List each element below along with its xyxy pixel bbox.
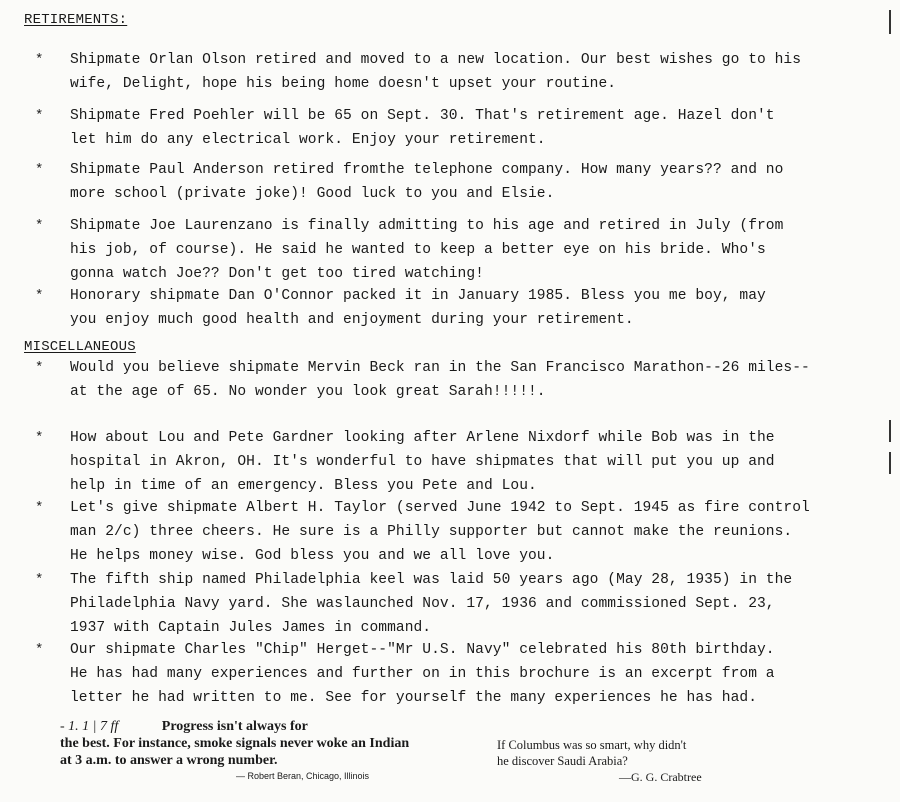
quote-credit: —G. G. Crabtree	[619, 770, 702, 784]
item-text: Shipmate Fred Poehler will be 65 on Sept. 30. That's retirement age. Hazel don't let him do any electrical work. Enjoy your retirement.	[70, 108, 775, 148]
columbus-quote	[497, 737, 817, 785]
item-text: Would you believe shipmate Mervin Beck ran in the San Francisco Marathon--26 miles-- at the age of 65. No wonder you look great Sarah!!!!!.	[70, 360, 810, 400]
bullet-icon: *	[35, 52, 44, 68]
retirements-heading: RETIREMENTS:	[24, 12, 128, 28]
quote-body: the best. For instance, smoke signals never woke an Indian at 3 a.m. to answer a wrong number.	[60, 736, 410, 768]
margin-mark	[889, 420, 891, 442]
margin-mark	[889, 452, 891, 474]
item-text: Honorary shipmate Dan O'Connor packed it in January 1985. Bless you me boy, may you enjoy much good health and enjoyment during your retirement.	[70, 288, 766, 328]
bullet-icon: *	[35, 572, 44, 588]
item-text: Shipmate Joe Laurenzano is finally admitting to his age and retired in July (from his job, of course). He said he wanted to keep a better eye on his bride. Who's gonna watch Joe?? Don't get too tired watching!	[70, 218, 784, 282]
margin-mark	[889, 10, 891, 34]
bullet-icon: *	[35, 108, 44, 124]
item-text: Shipmate Orlan Olson retired and moved to a new location. Our best wishes go to his wife, Delight, hope his being home doesn't upset your routine.	[70, 52, 802, 92]
bullet-icon: *	[35, 430, 44, 446]
bullet-icon: *	[35, 360, 44, 376]
quote-credit: — Robert Beran, Chicago, Illinois	[236, 771, 370, 781]
item-text: The fifth ship named Philadelphia keel was laid 50 years ago (May 28, 1935) in the Philadelphia Navy yard. She waslaunched Nov. 17, 1936 and commissioned Sept. 23, 1937 with Captain Jules James in command.	[70, 572, 793, 636]
bullet-icon: *	[35, 218, 44, 234]
miscellaneous-heading: MISCELLANEOUS	[24, 339, 136, 355]
quote-body: If Columbus was so smart, why didn't he discover Saudi Arabia?	[497, 738, 687, 768]
item-text: Our shipmate Charles "Chip" Herget--"Mr U.S. Navy" celebrated his 80th birthday. He has had many experiences and further on in this brochure is an excerpt from a letter he had written to me. See for yourself the many experiences he has had.	[70, 642, 775, 706]
bullet-icon: *	[35, 500, 44, 516]
handwritten-scribble: - 1. 1 | 7 ff	[60, 719, 119, 734]
progress-quote	[60, 718, 420, 781]
item-text: Shipmate Paul Anderson retired fromthe telephone company. How many years?? and no more school (private joke)! Good luck to you and Elsie.	[70, 162, 784, 202]
bullet-icon: *	[35, 642, 44, 658]
bullet-icon: *	[35, 162, 44, 178]
quote-lead: Progress isn't always for	[161, 719, 308, 734]
bullet-icon: *	[35, 288, 44, 304]
item-text: How about Lou and Pete Gardner looking after Arlene Nixdorf while Bob was in the hospital in Akron, OH. It's wonderful to have shipmates that will put you up and help in time of an emergency. Bless you Pete and Lou.	[70, 430, 775, 494]
item-text: Let's give shipmate Albert H. Taylor (served June 1942 to Sept. 1945 as fire control man 2/c) three cheers. He sure is a Philly supporter but cannot make the reunions. He helps money wise. God bless you and we all love you.	[70, 500, 810, 564]
